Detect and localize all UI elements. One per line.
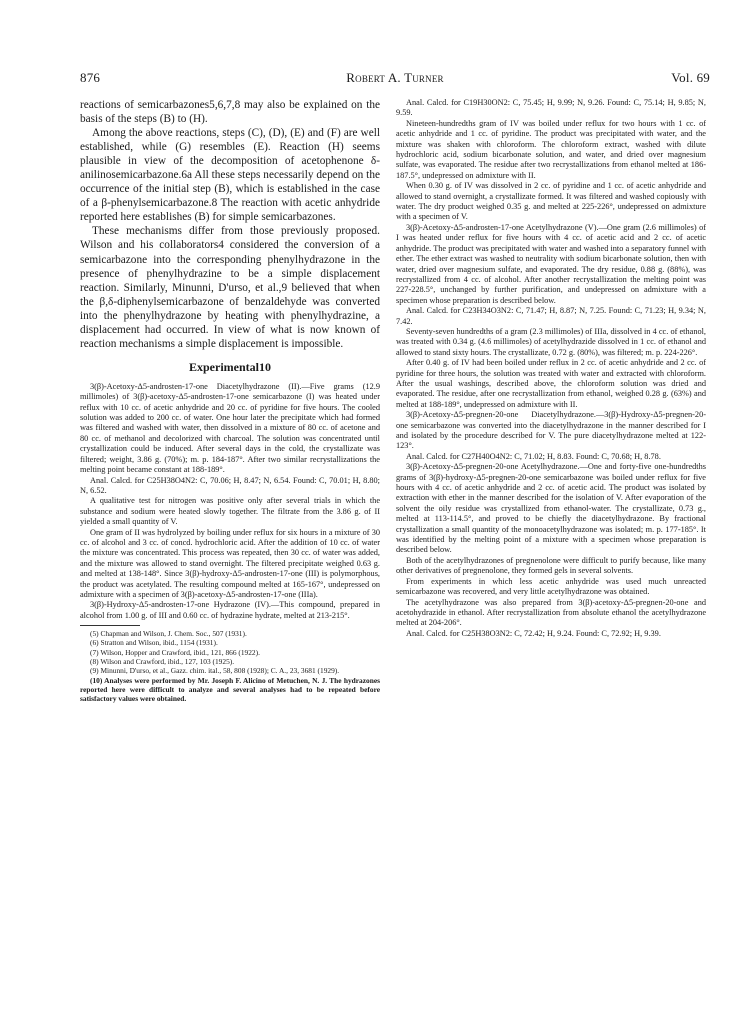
experimental-paragraph: Both of the acetylhydrazones of pregnenolone were difficult to purify because, like many other derivatives of pregnenolone, they formed gels in several solvents. (396, 555, 706, 576)
experimental-paragraph: 3(β)-Acetoxy-Δ5-androsten-17-one Acetylhydrazone (V).—One gram (2.6 millimoles) of I was heated under reflux for five hours with 4 cc. of acetic acid and 2 cc. of acetic anhydride. The product was precipitated with water and washed into a separatory funnel with ether. The ether extract was washed to neutrality with sodium bicarbonate solution, then with water, dried over magnesium sulfate, and evaporated. The dry residue, 0.88 g. (88%), was recrystallized from 4 cc. of alcohol. After another recrystallization the melting point was 227-228.5°, unchanged by further purification, and undepressed on admixture with a specimen whose preparation is described below. (396, 222, 706, 305)
running-header (80, 70, 710, 86)
page-number: 876 (80, 70, 101, 85)
experimental-paragraph: One gram of II was hydrolyzed by boiling under reflux for six hours in a mixture of 30 cc. of alcohol and 3 cc. of concd. hydrochloric acid. After the addition of 10 cc. of water the mixture was concentrated. This process was repeated, then 30 cc. of water was added, and the mixture was allowed to stand overnight. The filtered precipitate weighed 0.63 g. and melted at 138-148°. Since 3(β)-hydroxy-Δ5-androsten-17-one (III) is polymorphous, the product was acetylated. The resulting compound melted at 165-167°, undepressed on admixture with a specimen of 3(β)-acetoxy-Δ5-androsten-17-one (IIIa). (80, 527, 380, 599)
experimental-paragraph: The acetylhydrazone was also prepared from 3(β)-acetoxy-Δ5-pregnen-20-one and acetohydrazide in ethanol. After recrystallization from absolute ethanol the acetylhydrazone melted at 204-206°. (396, 597, 706, 628)
analysis-line: Anal. Calcd. for C27H40O4N2: C, 71.02; H, 8.83. Found: C, 70.68; H, 8.78. (406, 451, 661, 461)
footnote: (5) Chapman and Wilson, J. Chem. Soc., 507 (1931). (90, 629, 247, 639)
volume-label: Vol. 69 (671, 70, 710, 85)
footnote: (6) Stratton and Wilson, ibid., 1154 (1931). (90, 638, 218, 648)
experimental-paragraph: 3(β)-Acetoxy-Δ5-androsten-17-one Diacetylhydrazone (II).—Five grams (12.9 millimoles) of 3(β)-acetoxy-Δ5-androsten-17-one semicarbazone (I) was heated under reflux with 10 cc. of acetic anhydride and 20 cc. of pyridine for five hours. The cooled solution was added to 200 cc. of water. One hour later the precipitate which had formed was filtered and washed with water, then dissolved in a mixture of 80 cc. of acetone and 80 cc. of methanol and decolorized with charcoal. The solution was concentrated until crystallization could be induced. After several days in the cold, the crystallizate was filtered; weight, 3.86 g. (70%); m. p. 184-187°. After two similar recrystallizations the melting point became constant at 188-189°. (80, 381, 380, 475)
analysis-line: Anal. Calcd. for C25H38O3N2: C, 72.42; H, 9.24. Found: C, 72.92; H, 9.39. (406, 628, 661, 638)
experimental-paragraph: From experiments in which less acetic anhydride was used much unreacted semicarbazone was recovered, and very little acetylhydrazone was obtained. (396, 576, 706, 597)
analysis-line: Anal. Calcd. for C25H38O4N2: C, 70.06; H, 8.47; N, 6.54. Found: C, 70.01; H, 8.80; N, 6.52. (80, 475, 380, 495)
running-author: Robert A. Turner (346, 70, 444, 85)
left-column (80, 98, 380, 704)
analysis-line: Anal. Calcd. for C19H30ON2: C, 75.45; H, 9.99; N, 9.26. Found: C, 75.14; H, 9.85; N, 9.59. (396, 98, 706, 118)
footnote: (10) Analyses were performed by Mr. Joseph F. Alicino of Metuchen, N. J. The hydrazones reported here were difficult to analyze and several analyses had to be repeated before satisfactory values were obtained. (80, 675, 380, 704)
footnote: (9) Minunni, D'urso, et al., Gazz. chim. ital., 58, 808 (1928); C. A., 23, 3681 (1929). (90, 666, 340, 676)
body-paragraph: reactions of semicarbazones5,6,7,8 may also be explained on the basis of the steps (B) to (H). (80, 99, 380, 126)
experimental-paragraph: Nineteen-hundredths gram of IV was boiled under reflux for two hours with 1 cc. of acetic anhydride and 1 cc. of pyridine. The product was precipitated with water, and the mixture was shaken with chloroform. The chloroform extract, washed with dilute hydrochloric acid, sodium bicarbonate solution, and water, and dried over magnesium sulfate, was evaporated. The residue after two recrystallizations from ethanol melted at 186-187.5°, undepressed on admixture with II. (396, 118, 706, 180)
section-heading-experimental: Experimental10 (189, 359, 271, 374)
footnote: (8) Wilson and Crawford, ibid., 127, 103 (1925). (90, 657, 235, 667)
experimental-paragraph: 3(β)-Acetoxy-Δ5-pregnen-20-one Acetylhydrazone.—One and forty-five one-hundredths grams of 3(β)-hydroxy-Δ5-pregnen-20-one semicarbazone was boiled under reflux for five hours with 4 cc. of acetic anhydride and 2 cc. of acetic acid. The product was isolated by extraction with ether in the manner described for the isolation of V. After evaporation of the solvent the oily residue was crystallized from ethanol-water. The crystallizate, 0.73 g., melted at 113-114.5°, and proved to be chiefly the diacetylhydrazone. By fractional crystallization a small quantity of the monoacetylhydrazone was isolated; m. p. 177-185°. It was identified by the melting point of a mixture with a specimen whose preparation is described below. (396, 462, 706, 555)
footnote-divider (80, 625, 140, 626)
experimental-paragraph: A qualitative test for nitrogen was positive only after several trials in which the substance and sodium were heated slowly together. The filtrate from the 3.86 g. of II yielded a small quantity of V. (80, 496, 380, 527)
experimental-paragraph: Seventy-seven hundredths of a gram (2.3 millimoles) of IIIa, dissolved in 4 cc. of ethanol, was treated with 0.34 g. (4.6 millimoles) of acetylhydrazide dissolved in 1 cc. of ethanol and allowed to stand sixty hours. The crystallizate, 0.72 g. (80%), was filtered; m. p. 224-226°. (396, 326, 706, 357)
experimental-paragraph: When 0.30 g. of IV was dissolved in 2 cc. of pyridine and 1 cc. of acetic anhydride and allowed to stand overnight, a crystallizate formed. It was filtered and washed copiously with water. The dry product weighed 0.35 g. and melted at 225-226°, undepressed on admixture with a specimen of V. (396, 181, 706, 222)
body-paragraph: Among the above reactions, steps (C), (D), (E) and (F) are well established, while (G) resembles (E). Reaction (H) seems plausible in view of the decomposition of acetophenone δ-anilinosemicarbazone.6a All these steps necessarily depend on the occurrence of the initial step (B), which is established in the case of a β-phenylsemicarbazone.8 The reaction with acetic anhydride reported here establishes (B) for simple semicarbazones. (80, 127, 380, 224)
right-column (396, 98, 706, 639)
experimental-paragraph: 3(β)-Hydroxy-Δ5-androsten-17-one Hydrazone (IV).—This compound, prepared in alcohol from 1.00 g. of III and 0.60 cc. of hydrazine hydrate, melted at 213-215°. (80, 600, 380, 620)
experimental-paragraph: 3(β)-Acetoxy-Δ5-pregnen-20-one Diacetylhydrazone.—3(β)-Hydroxy-Δ5-pregnen-20-one semicarbazone was converted into the diacetylhydrazone in the manner described for I and isolated by the procedure described for V. The pure diacetylhydrazone melted at 122-123°. (396, 410, 706, 451)
analysis-line: Anal. Calcd. for C23H34O3N2: C, 71.47; H, 8.87; N, 7.25. Found: C, 71.23; H, 9.34; N, 7.42. (396, 306, 706, 326)
body-paragraph: These mechanisms differ from those previously proposed. Wilson and his collaborators4 considered the conversion of a semicarbazone into the corresponding phenylhydrazone in the presence of phenylhydrazine to be a simple displacement reaction. Similarly, Minunni, D'urso, et al.,9 believed that when the β,δ-diphenylsemicarbazone of benzaldehyde was converted into the phenylhydrazone by heating with phenylhydrazine, a displacement had occurred. In view of what is now known of reaction mechanisms a simple displacement is impossible. (80, 225, 380, 350)
footnote: (7) Wilson, Hopper and Crawford, ibid., 121, 866 (1922). (90, 647, 260, 657)
experimental-paragraph: After 0.40 g. of IV had been boiled under reflux in 2 cc. of acetic anhydride and 2 cc. of pyridine for three hours, the solution was treated with water and extracted with chloroform. After the usual washings, described above, the chloroform solution was dried and evaporated. The residue, after one recrystallization from ethanol, weighed 0.28 g. (63%) and melted at 188-189°, undepressed on admixture with II. (396, 358, 706, 409)
